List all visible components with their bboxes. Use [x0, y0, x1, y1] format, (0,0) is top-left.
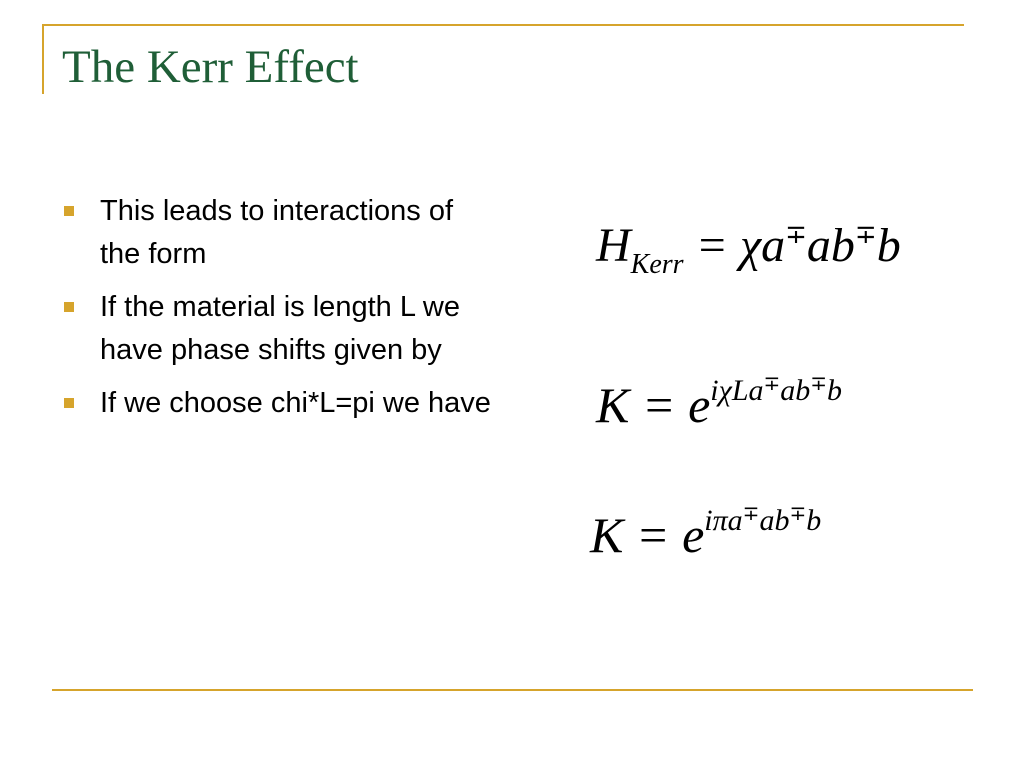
equation-rhs-part: = χa — [683, 219, 786, 272]
slide-title: The Kerr Effect — [62, 41, 359, 93]
dagger-symbol: ∓ — [785, 220, 807, 249]
dagger-symbol: ∓ — [763, 373, 781, 395]
equation-subscript: Kerr — [630, 249, 684, 280]
phase-shift-operator-equation — [596, 373, 843, 433]
square-bullet-icon — [64, 206, 74, 216]
kerr-hamiltonian-equation — [596, 219, 901, 280]
bullet-text: If the material is length L we have phase shifts given by — [100, 291, 460, 366]
dagger-symbol: ∓ — [854, 220, 877, 249]
bullet-text: This leads to interactions of the form — [100, 195, 454, 270]
exponent-part: ab — [780, 374, 811, 407]
bullet-item — [64, 190, 494, 276]
exponent-part: ab — [759, 504, 790, 537]
equation-lhs: K = e — [596, 377, 711, 433]
left-border-line — [42, 24, 44, 94]
equation-rhs-part: b — [876, 219, 901, 272]
dagger-symbol: ∓ — [742, 503, 760, 525]
bottom-border-line — [52, 689, 973, 691]
bullet-item — [64, 286, 494, 372]
equation-lhs: H — [596, 219, 631, 272]
equation-exponent — [710, 374, 842, 407]
exponent-part: b — [827, 374, 843, 407]
top-border-line — [42, 24, 964, 26]
square-bullet-icon — [64, 398, 74, 408]
exponent-part: b — [806, 504, 822, 537]
bullet-text: If we choose chi*L=pi we have — [100, 387, 491, 419]
dagger-symbol: ∓ — [789, 503, 807, 525]
equation-lhs: K = e — [590, 507, 705, 563]
dagger-symbol: ∓ — [810, 373, 828, 395]
equation-rhs-part: ab — [806, 219, 855, 272]
bullet-list — [64, 190, 494, 435]
exponent-part: iχLa — [710, 374, 764, 407]
square-bullet-icon — [64, 302, 74, 312]
equation-exponent — [704, 504, 821, 537]
exponent-part: iπa — [704, 504, 743, 537]
pi-phase-operator-equation — [590, 503, 822, 563]
bullet-item — [64, 382, 494, 425]
